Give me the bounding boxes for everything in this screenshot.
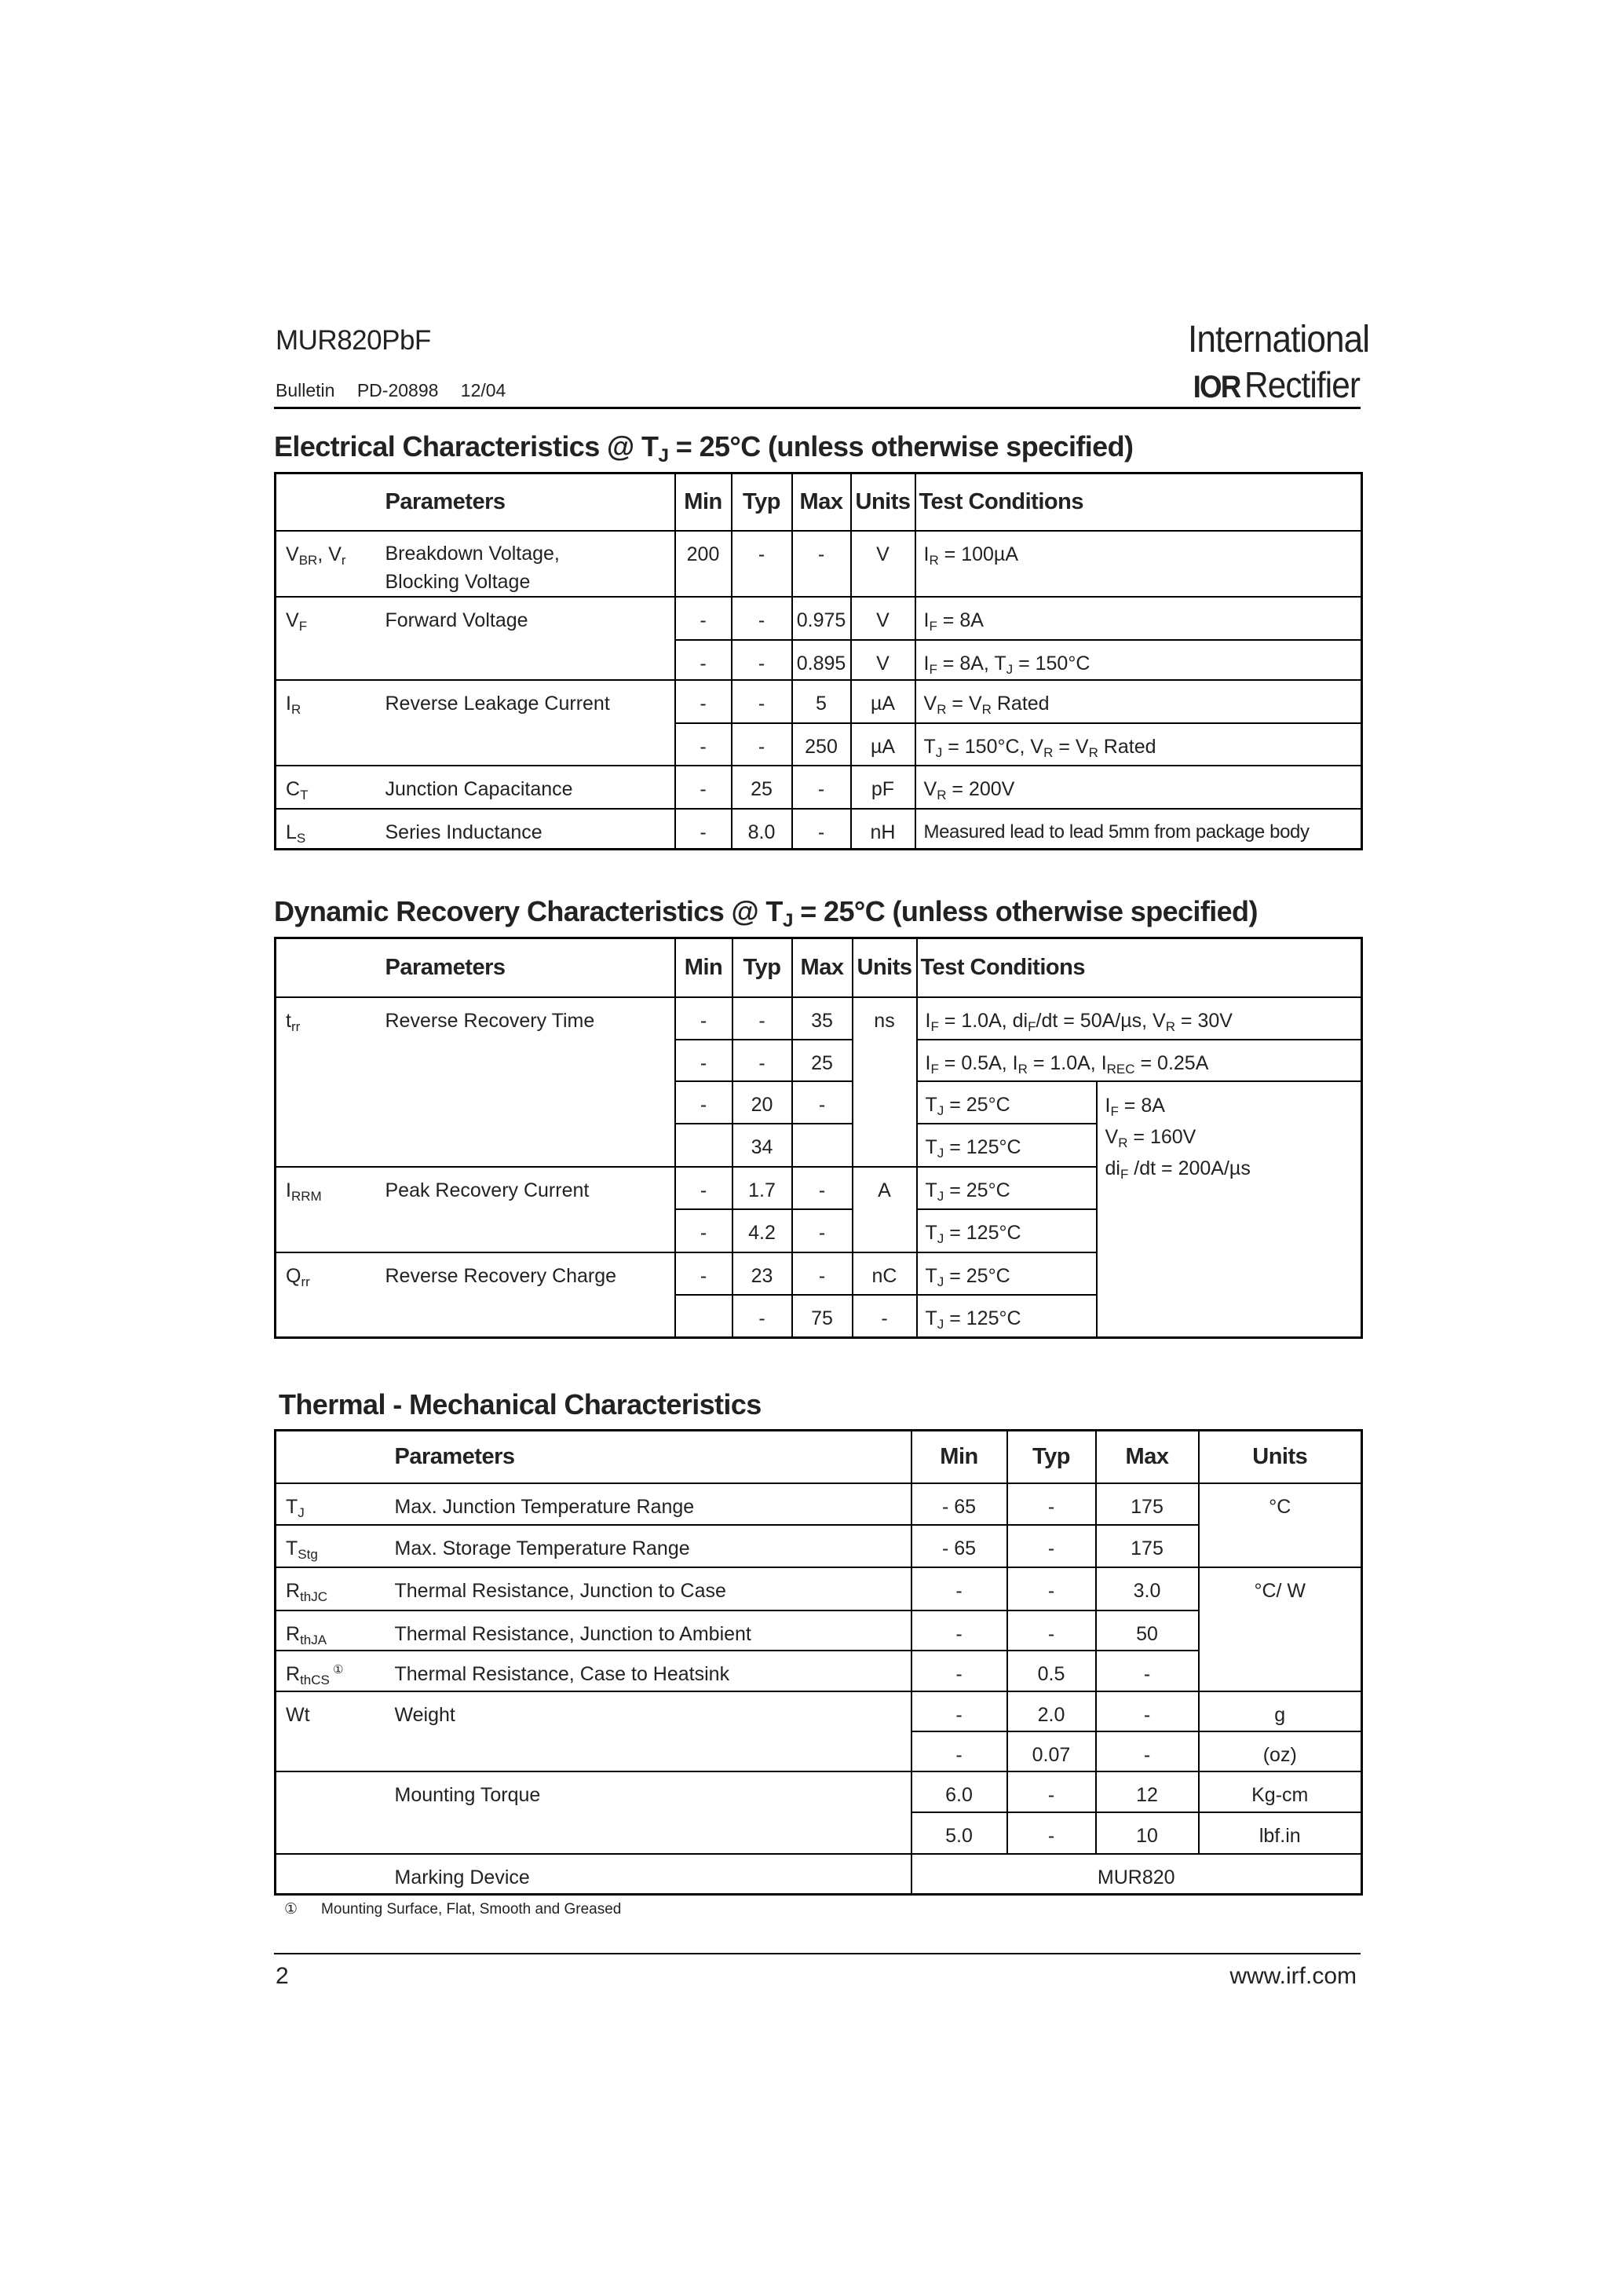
min: - — [675, 1040, 732, 1081]
typ: 8.0 — [732, 809, 792, 850]
subscript: RRM — [290, 1188, 322, 1204]
header-parameters: Parameters — [376, 938, 675, 997]
subscript: r — [341, 552, 346, 568]
min: - 65 — [911, 1525, 1007, 1567]
table-header-row — [276, 938, 1362, 997]
typ: - — [732, 1040, 792, 1081]
test-condition: $I_F = 8A$, $T_J = 150^\circ C$ — [915, 640, 1362, 680]
parameter: Forward Voltage — [376, 597, 675, 680]
table-row — [276, 597, 1362, 640]
header-parameters: Parameters — [385, 1431, 911, 1483]
min: - — [675, 1081, 732, 1124]
header-test-conditions: Test Conditions — [915, 473, 1362, 531]
table-row — [276, 1567, 1362, 1610]
units: g — [1199, 1691, 1362, 1731]
table-row — [276, 809, 1362, 850]
symbol: $T_{Stg}$ — [276, 1525, 385, 1567]
subscript: R — [1088, 744, 1098, 760]
max: - — [792, 1081, 853, 1124]
min: - — [911, 1567, 1007, 1610]
typ: 2.0 — [1007, 1691, 1096, 1731]
min: - — [911, 1691, 1007, 1731]
units: °C/ W — [1199, 1567, 1362, 1691]
header-typ: Typ — [1007, 1431, 1096, 1483]
subscript: R — [290, 701, 301, 717]
max: 35 — [792, 997, 853, 1040]
units: ns — [853, 997, 917, 1167]
test-condition: $I_F = 1.0A$, $di_F/dt = 50A/\mu s$, $V_R = 30V$ — [917, 997, 1362, 1040]
superscript: ① — [329, 1662, 344, 1676]
min: 5.0 — [911, 1812, 1007, 1854]
header-max: Max — [1096, 1431, 1199, 1483]
test-condition: $I_R = 100\mu A$ — [915, 531, 1362, 598]
table-row — [276, 766, 1362, 809]
parameter: Thermal Resistance, Junction to Case — [385, 1567, 911, 1610]
units: - — [853, 1295, 917, 1338]
parameter: Breakdown Voltage, Blocking Voltage — [376, 531, 675, 598]
test-condition: $V_R = 200V$ — [915, 766, 1362, 809]
website-link[interactable]: www.irf.com — [1229, 1963, 1357, 1989]
typ: - — [732, 640, 792, 680]
logo-rectifier — [1188, 364, 1360, 406]
test-condition: $T_J = 150^\circ C$, $V_R = V_R$ Rated — [915, 723, 1362, 766]
subscript: J — [935, 744, 943, 760]
test-condition: $I_F = 0.5A$, $I_R = 1.0A$, $I_{REC} = 0.25A$ — [917, 1040, 1362, 1081]
table-row — [276, 1691, 1362, 1731]
header-max: Max — [792, 473, 851, 531]
min: - — [911, 1731, 1007, 1771]
thermal-title: Thermal - Mechanical Characteristics — [279, 1388, 762, 1420]
subscript: R — [1017, 1061, 1028, 1077]
subscript: F — [930, 1018, 939, 1034]
typ: - — [1007, 1610, 1096, 1651]
subscript: F — [929, 661, 937, 677]
page-number: 2 — [276, 1963, 289, 1989]
units: (oz) — [1199, 1731, 1362, 1771]
min: - — [675, 597, 732, 640]
subscript: S — [296, 830, 306, 846]
typ: - — [732, 723, 792, 766]
footnote-text: Mounting Surface, Flat, Smooth and Greased — [321, 1901, 622, 1918]
max: - — [1096, 1651, 1199, 1691]
subscript: J — [937, 1102, 944, 1118]
max: - — [792, 1209, 853, 1252]
min: - — [911, 1651, 1007, 1691]
max: 3.0 — [1096, 1567, 1199, 1610]
footnote — [284, 1900, 621, 1918]
dynamic-title: Dynamic Recovery Characteristics @ $T_J = 25^\circ C$ (unless otherwise specified) — [274, 895, 1258, 931]
symbol: $I_{RRM}$ — [276, 1167, 376, 1252]
parameter: Reverse Leakage Current — [376, 680, 675, 766]
subscript: F — [930, 1061, 939, 1077]
table-header-row — [276, 1431, 1362, 1483]
symbol: $V_{BR}$, $V_r$ — [276, 531, 376, 598]
parameter: Max. Junction Temperature Range — [385, 1483, 911, 1525]
min — [675, 1295, 732, 1338]
max: - — [1096, 1691, 1199, 1731]
units: pF — [851, 766, 915, 809]
parameter: Thermal Resistance, Junction to Ambient — [385, 1610, 911, 1651]
header-symbol — [276, 1431, 385, 1483]
subscript: J — [937, 1188, 944, 1204]
min: - — [675, 1167, 732, 1209]
subscript: rr — [290, 1018, 301, 1034]
subscript: F — [1028, 1018, 1036, 1034]
thermal-mechanical-table — [274, 1429, 1363, 1896]
min: - — [675, 723, 732, 766]
header-min: Min — [911, 1431, 1007, 1483]
parameter: Thermal Resistance, Case to Heatsink — [385, 1651, 911, 1691]
header-max: Max — [792, 938, 853, 997]
typ: - — [732, 597, 792, 640]
typ: - — [732, 1295, 792, 1338]
typ: 1.7 — [732, 1167, 792, 1209]
test-condition: $T_J = 125^\circ C$ — [917, 1124, 1097, 1167]
subscript: J — [937, 1316, 944, 1332]
typ: - — [1007, 1525, 1096, 1567]
symbol: $Q_{rr}$ — [276, 1252, 376, 1338]
units: A — [853, 1167, 917, 1252]
electrical-title: Electrical Characteristics @ $T_J = 25^\circ C$ (unless otherwise specified) — [274, 430, 1134, 466]
units: nH — [851, 809, 915, 850]
units: V — [851, 597, 915, 640]
max: 175 — [1096, 1525, 1199, 1567]
typ: - — [1007, 1771, 1096, 1812]
marking-value: MUR820 — [911, 1854, 1362, 1895]
subscript: J — [298, 1504, 305, 1520]
max: 75 — [792, 1295, 853, 1338]
logo-rectifier-text: Rectifier — [1244, 364, 1360, 405]
min: 6.0 — [911, 1771, 1007, 1812]
typ: 34 — [732, 1124, 792, 1167]
max: - — [792, 809, 851, 850]
min — [675, 1124, 732, 1167]
shared-test-conditions: $I_F = 8A$ $V_R = 160V$ $di_F$ /dt = 200A/µs — [1097, 1081, 1362, 1338]
symbol: $C_T$ — [276, 766, 376, 809]
header-min: Min — [675, 473, 732, 531]
subscript: BR — [298, 552, 318, 568]
units: µA — [851, 680, 915, 723]
dynamic-recovery-table — [274, 937, 1363, 1339]
symbol: $I_R$ — [276, 680, 376, 766]
test-condition: $T_J = 25^\circ C$ — [917, 1252, 1097, 1295]
header-symbol — [276, 938, 376, 997]
parameter: Junction Capacitance — [376, 766, 675, 809]
symbol: Wt — [276, 1691, 385, 1771]
typ: 23 — [732, 1252, 792, 1295]
typ: 25 — [732, 766, 792, 809]
typ: - — [1007, 1812, 1096, 1854]
typ: 0.07 — [1007, 1731, 1096, 1771]
max: 0.975 — [792, 597, 851, 640]
min: - — [675, 809, 732, 850]
header-units: Units — [853, 938, 917, 997]
min: - 65 — [911, 1483, 1007, 1525]
footnote-mark: ① — [284, 1901, 298, 1918]
test-condition: $T_J = 125^\circ C$ — [917, 1295, 1097, 1338]
units: nC — [853, 1252, 917, 1295]
parameter: Mounting Torque — [385, 1771, 911, 1854]
subscript: thJA — [300, 1632, 327, 1647]
subscript: J — [658, 444, 669, 466]
table-row — [276, 1771, 1362, 1812]
symbol: $T_J$ — [276, 1483, 385, 1525]
bulletin-date: 12/04 — [460, 380, 506, 400]
parameter: Reverse Recovery Time — [376, 997, 675, 1167]
header-typ: Typ — [732, 473, 792, 531]
parameter: Peak Recovery Current — [376, 1167, 675, 1252]
units: lbf.in — [1199, 1812, 1362, 1854]
ior-logo-mark: IOR — [1193, 370, 1240, 404]
typ: - — [1007, 1567, 1096, 1610]
footer-divider — [274, 1953, 1361, 1954]
subscript: J — [1006, 661, 1014, 677]
header-min: Min — [675, 938, 732, 997]
max — [792, 1124, 853, 1167]
header-divider — [274, 407, 1361, 409]
subscript: rr — [301, 1274, 310, 1289]
parameter: Marking Device — [385, 1854, 911, 1895]
part-number: MUR820PbF — [276, 325, 431, 356]
symbol: $R_{thJA}$ — [276, 1610, 385, 1651]
header-typ: Typ — [732, 938, 792, 997]
subscript: thJC — [300, 1589, 328, 1604]
header-parameters: Parameters — [376, 473, 675, 531]
subscript: J — [937, 1230, 944, 1246]
subscript: R — [1118, 1135, 1128, 1150]
units: Kg-cm — [1199, 1771, 1362, 1812]
symbol — [276, 1854, 385, 1895]
max: 10 — [1096, 1812, 1199, 1854]
max: 250 — [792, 723, 851, 766]
header-symbol — [276, 473, 376, 531]
parameter: Reverse Recovery Charge — [376, 1252, 675, 1338]
max: - — [792, 1167, 853, 1209]
symbol: $R_{thCS}$ ① — [276, 1651, 385, 1691]
subscript: F — [1110, 1103, 1119, 1119]
table-row — [276, 1854, 1362, 1895]
test-condition: $I_F = 8A$ — [915, 597, 1362, 640]
max: - — [1096, 1731, 1199, 1771]
subscript: Stg — [298, 1546, 318, 1562]
typ: 4.2 — [732, 1209, 792, 1252]
typ: - — [732, 997, 792, 1040]
table-row — [276, 1483, 1362, 1525]
bulletin-number: PD-20898 — [356, 380, 439, 400]
min: 200 — [675, 531, 732, 598]
subscript: J — [937, 1274, 944, 1289]
symbol: $L_S$ — [276, 809, 376, 850]
min: - — [675, 680, 732, 723]
typ: - — [1007, 1483, 1096, 1525]
typ: - — [732, 680, 792, 723]
bulletin-label: Bulletin — [276, 380, 335, 400]
test-condition: $T_J = 125^\circ C$ — [917, 1209, 1097, 1252]
header-units: Units — [1199, 1431, 1362, 1483]
max: 0.895 — [792, 640, 851, 680]
table-row — [276, 531, 1362, 598]
min: - — [675, 766, 732, 809]
test-condition: $T_J = 25^\circ C$ — [917, 1081, 1097, 1124]
subscript: R — [981, 701, 992, 717]
min: - — [675, 1252, 732, 1295]
header-units: Units — [851, 473, 915, 531]
test-condition: $V_R = V_R$ Rated — [915, 680, 1362, 723]
parameter: Series Inductance — [376, 809, 675, 850]
bulletin-line — [276, 380, 523, 401]
electrical-characteristics-table — [274, 472, 1363, 850]
subscript: R — [1165, 1018, 1175, 1034]
subscript: F — [929, 618, 937, 634]
max: 50 — [1096, 1610, 1199, 1651]
typ: 20 — [732, 1081, 792, 1124]
subscript: REC — [1106, 1061, 1135, 1077]
max: - — [792, 766, 851, 809]
test-condition: Measured lead to lead 5mm from package body — [915, 809, 1362, 850]
max: 12 — [1096, 1771, 1199, 1812]
subscript: J — [782, 909, 793, 931]
units: µA — [851, 723, 915, 766]
subscript: R — [1043, 744, 1054, 760]
units: V — [851, 640, 915, 680]
min: - — [675, 1209, 732, 1252]
typ: 0.5 — [1007, 1651, 1096, 1691]
units: V — [851, 531, 915, 598]
subscript: T — [300, 787, 309, 803]
symbol: $V_F$ — [276, 597, 376, 680]
subscript: F — [298, 618, 308, 634]
table-row — [276, 997, 1362, 1040]
typ: - — [732, 531, 792, 598]
max: 5 — [792, 680, 851, 723]
min: - — [911, 1610, 1007, 1651]
header-test-conditions: Test Conditions — [917, 938, 1362, 997]
units: °C — [1199, 1483, 1362, 1567]
subscript: R — [929, 552, 939, 568]
subscript: F — [1120, 1166, 1129, 1182]
symbol: $R_{thJC}$ — [276, 1567, 385, 1610]
min: - — [675, 640, 732, 680]
max: 175 — [1096, 1483, 1199, 1525]
symbol: $t_{rr}$ — [276, 997, 376, 1167]
max: - — [792, 531, 851, 598]
parameter: Max. Storage Temperature Range — [385, 1525, 911, 1567]
logo-international: International — [1188, 319, 1370, 360]
test-condition: $T_J = 25^\circ C$ — [917, 1167, 1097, 1209]
subscript: R — [937, 787, 947, 803]
parameter: Weight — [385, 1691, 911, 1771]
subscript: J — [937, 1145, 944, 1161]
subscript: R — [937, 701, 947, 717]
table-row — [276, 680, 1362, 723]
min: - — [675, 997, 732, 1040]
table-header-row — [276, 473, 1362, 531]
subscript: thCS — [300, 1672, 330, 1687]
symbol — [276, 1771, 385, 1854]
max: - — [792, 1252, 853, 1295]
max: 25 — [792, 1040, 853, 1081]
